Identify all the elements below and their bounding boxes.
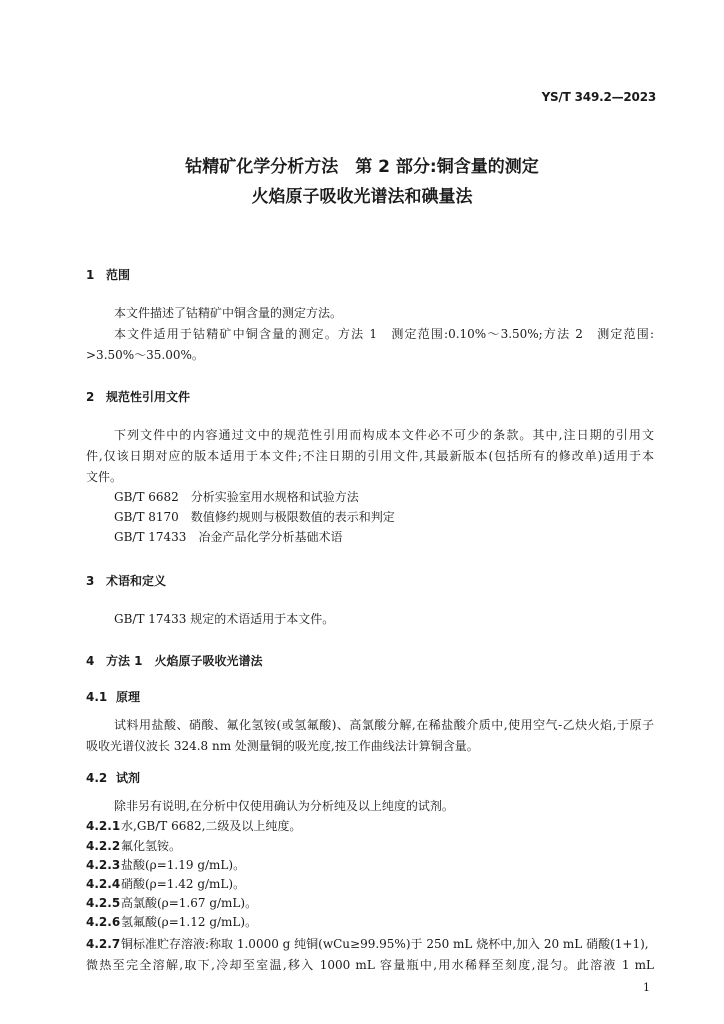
item-number: 4.2.4	[86, 877, 121, 891]
section-title: 方法 1 火焰原子吸收光谱法	[106, 654, 263, 668]
paragraph: 本文件适用于钴精矿中铜含量的测定。方法 1 测定范围:0.10%～3.50%;方法 2 测定范围:	[114, 327, 654, 341]
section-4-heading	[86, 652, 263, 669]
normative-reference: GB/T 8170 数值修约规则与极限数值的表示和判定	[114, 510, 395, 524]
normative-reference: GB/T 6682 分析实验室用水规格和试验方法	[114, 490, 359, 504]
page-number: 1	[643, 981, 650, 994]
section-1-heading	[86, 266, 130, 283]
item-number: 4.2.3	[86, 858, 121, 872]
paragraph-continued: 件,仅该日期对应的版本适用于本文件;不注日期的引用文件,其最新版本(包括所有的修改单)适用于本	[86, 449, 654, 463]
subsection-number: 4.2	[86, 771, 108, 785]
section-title: 范围	[106, 268, 131, 282]
item-text: 氢氟酸(ρ=1.12 g/mL)。	[121, 915, 258, 929]
item-number: 4.2.2	[86, 839, 121, 853]
item-number: 4.2.6	[86, 915, 121, 929]
paragraph: 除非另有说明,在分析中仅使用确认为分析纯及以上纯度的试剂。	[114, 799, 454, 813]
item-text: 水,GB/T 6682,二级及以上纯度。	[121, 819, 302, 833]
normative-reference: GB/T 17433 冶金产品化学分析基础术语	[114, 530, 343, 544]
subsection-title: 原理	[116, 690, 141, 704]
item-text: 硝酸(ρ=1.42 g/mL)。	[121, 877, 246, 891]
item-text: 铜标准贮存溶液:称取 1.0000 g 纯铜(wCu≥99.95%)于 250 mL 烧杯中,加入 20 mL 硝酸(1+1),	[121, 937, 649, 951]
document-title-line2: 火焰原子吸收光谱法和碘量法	[251, 187, 473, 207]
section-2-heading	[86, 388, 190, 405]
paragraph-continued: >3.50%～35.00%。	[86, 348, 204, 362]
subsection-title: 试剂	[116, 771, 141, 785]
reagent-item	[86, 936, 649, 952]
section-title: 规范性引用文件	[106, 390, 191, 404]
paragraph: 下列文件中的内容通过文中的规范性引用而构成本文件必不可少的条款。其中,注日期的引用文	[114, 428, 654, 442]
reagent-item	[86, 895, 257, 911]
paragraph-continued: 微热至完全溶解,取下,冷却至室温,移入 1000 mL 容量瓶中,用水稀释至刻度,混匀。此溶液 1 mL	[86, 958, 654, 972]
section-3-heading	[86, 572, 166, 589]
item-text: 氟化氢铵。	[121, 839, 182, 853]
reagent-item	[86, 857, 245, 873]
item-text: 高氯酸(ρ=1.67 g/mL)。	[121, 896, 258, 910]
paragraph: 本文件描述了钴精矿中铜含量的测定方法。	[114, 306, 343, 320]
subsection-4-1-heading	[86, 688, 140, 705]
item-number: 4.2.1	[86, 819, 121, 833]
reagent-item	[86, 818, 301, 834]
item-number: 4.2.5	[86, 896, 121, 910]
reagent-item	[86, 914, 257, 930]
paragraph-continued: 吸收光谱仪波长 324.8 nm 处测量铜的吸光度,按工作曲线法计算铜含量。	[86, 739, 479, 753]
subsection-number: 4.1	[86, 690, 108, 704]
section-title: 术语和定义	[106, 574, 167, 588]
paragraph: GB/T 17433 规定的术语适用于本文件。	[114, 612, 335, 626]
paragraph: 试料用盐酸、硝酸、氟化氢铵(或氢氟酸)、高氯酸分解,在稀盐酸介质中,使用空气-乙炔火焰,于原子	[114, 718, 654, 732]
item-text: 盐酸(ρ=1.19 g/mL)。	[121, 858, 246, 872]
section-number: 4	[86, 654, 95, 668]
reagent-item	[86, 838, 181, 854]
section-number: 3	[86, 574, 95, 588]
subsection-4-2-heading	[86, 769, 140, 786]
reagent-item	[86, 876, 245, 892]
standard-number: YS/T 349.2—2023	[541, 90, 656, 104]
paragraph-continued: 文件。	[86, 470, 123, 484]
item-number: 4.2.7	[86, 937, 121, 951]
document-title-line1: 钴精矿化学分析方法 第 2 部分:铜含量的测定	[185, 157, 539, 177]
section-number: 2	[86, 390, 95, 404]
section-number: 1	[86, 268, 95, 282]
